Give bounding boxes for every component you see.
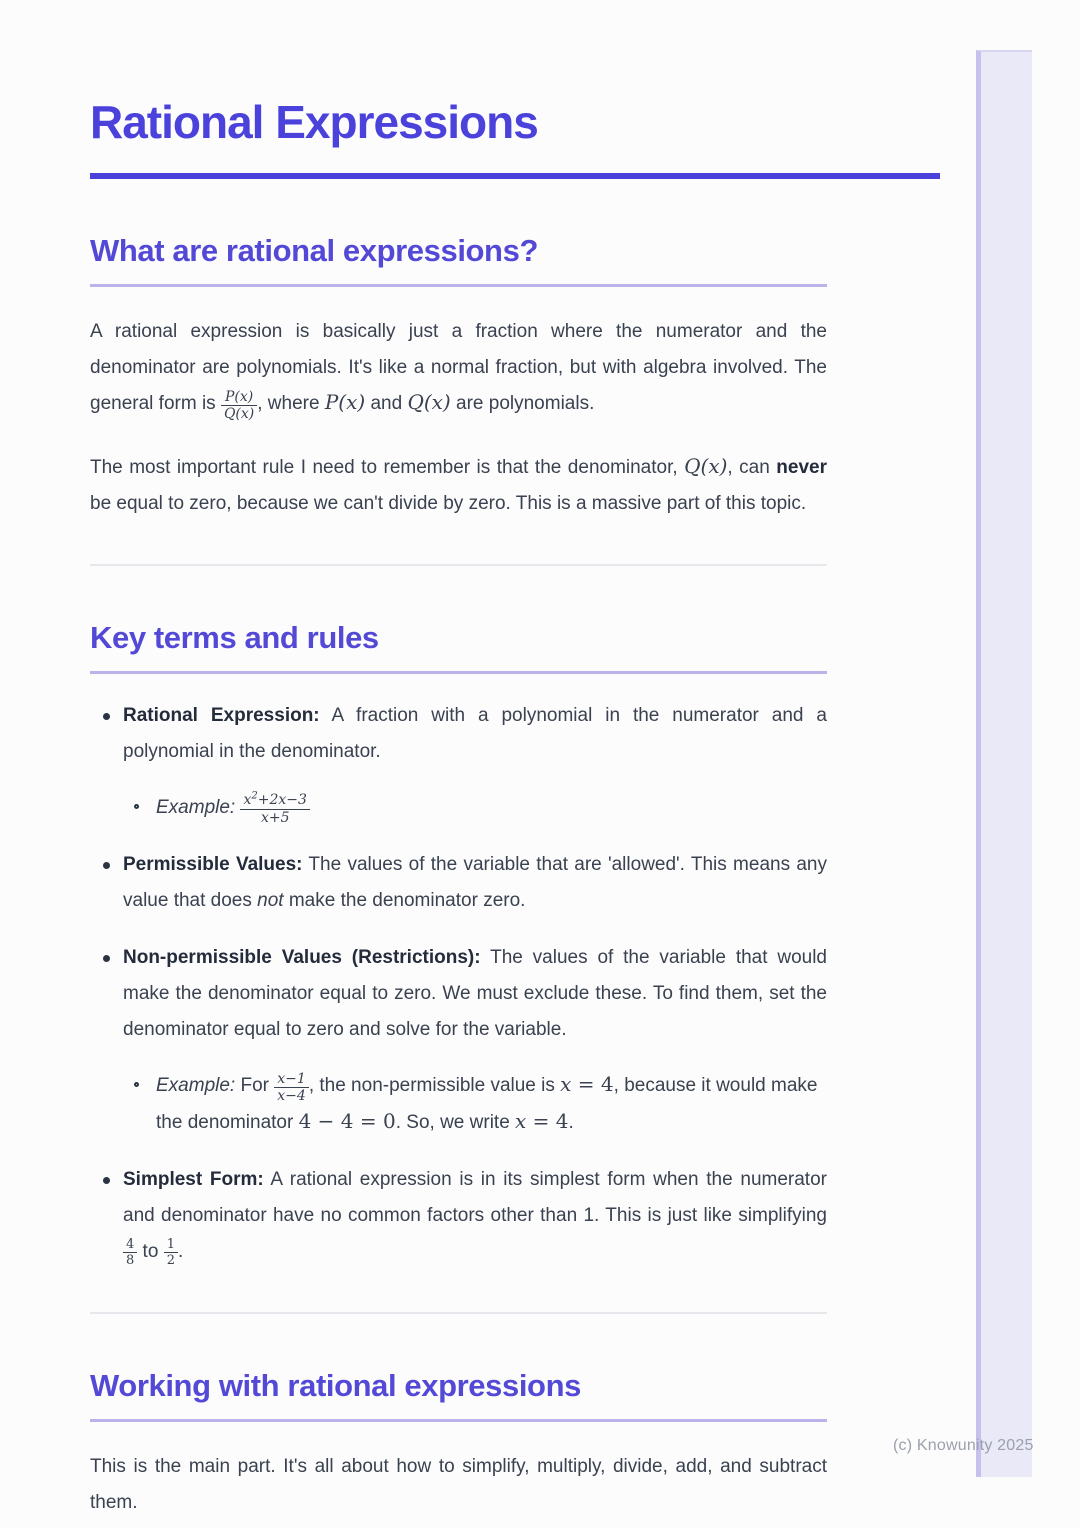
fraction-numerator: x−1 bbox=[277, 1070, 306, 1087]
page-edge-strip bbox=[976, 50, 1032, 1477]
text-run: . bbox=[177, 1240, 184, 1262]
text-run: , the non-permissible value is bbox=[308, 1075, 561, 1097]
math-inline-Qx: Q(x) bbox=[407, 390, 451, 414]
section-heading-key-terms-and-rules: Key terms and rules bbox=[90, 619, 379, 655]
text-run: are polynomials. bbox=[450, 393, 595, 414]
text-run: The most important rule I need to remember is that the denominator, bbox=[90, 456, 685, 478]
list-item-simplest-form bbox=[90, 1162, 827, 1270]
text-run: A rational expression is basically just a fraction where the numerator and the denominator are polynomials. It's like a normal fraction, but with algebra involved. The general form is bbox=[90, 321, 827, 414]
emphasis-never: never bbox=[776, 456, 827, 478]
sub-list-item-example-rational-expression bbox=[123, 790, 827, 827]
term-label: Simplest Form: bbox=[123, 1168, 264, 1190]
list-item-non-permissible-values bbox=[90, 940, 827, 1048]
fraction-denominator: 2 bbox=[164, 1252, 178, 1268]
bullet-dot-icon bbox=[103, 862, 110, 869]
text-run: . So, we write bbox=[395, 1111, 516, 1133]
section-underline bbox=[90, 284, 827, 287]
text-run: be equal to zero, because we can't divide by zero. This is a massive part of this topic. bbox=[90, 492, 807, 514]
section-heading-what-are-rational-expressions: What are rational expressions? bbox=[90, 233, 538, 268]
math-inline-x-equals-4: x = 4 bbox=[560, 1072, 614, 1097]
sub-list-item-example-non-permissible bbox=[123, 1068, 827, 1141]
fraction-numerator: P(x) bbox=[224, 388, 254, 405]
math-fraction-general-form bbox=[221, 389, 257, 423]
title-underline bbox=[90, 173, 940, 179]
section-underline bbox=[90, 671, 827, 674]
section-heading-working-with-rational-expressions: Working with rational expressions bbox=[90, 1367, 581, 1403]
math-inline-4-minus-4: 4 − 4 = 0 bbox=[298, 1108, 396, 1133]
math-fraction-example-1 bbox=[240, 792, 309, 826]
document-content bbox=[90, 0, 827, 1521]
term-label: Permissible Values: bbox=[123, 854, 303, 876]
term-label: Non-permissible Values (Restrictions): bbox=[123, 947, 481, 969]
math-inline-Qx: Q(x) bbox=[684, 453, 728, 478]
superscript-exponent: 2 bbox=[251, 790, 258, 802]
math-fraction-example-2 bbox=[274, 1071, 309, 1105]
fraction-denominator: 8 bbox=[123, 1252, 137, 1268]
text-run: A fraction with a polynomial in the numerator and a polynomial in the denominator. bbox=[123, 704, 827, 762]
fraction-denominator: x−4 bbox=[274, 1087, 309, 1105]
math-inline-Px: P(x) bbox=[324, 390, 366, 414]
bullet-dot-icon bbox=[103, 955, 110, 962]
bullet-dot-icon bbox=[103, 713, 110, 720]
text-run: The values of the variable that are 'allowed'. This means any value that does bbox=[123, 854, 827, 912]
fraction-numerator: $x^2+2x-3$ bbox=[243, 790, 307, 809]
text-run: , can bbox=[727, 456, 777, 478]
section-divider bbox=[90, 1312, 827, 1314]
text-run: to bbox=[137, 1240, 164, 1262]
fraction-denominator: x+5 bbox=[240, 809, 309, 827]
list-item-permissible-values bbox=[90, 847, 827, 919]
emphasis-not: not bbox=[257, 890, 284, 912]
math-fraction-4-8 bbox=[123, 1237, 137, 1269]
math-inline-x-equals-4: x = 4 bbox=[515, 1108, 569, 1133]
example-label: Example: bbox=[156, 1075, 241, 1097]
text-run: A rational expression is in its simplest form when the numerator and denominator have no common factors other than 1. This is just like simplifying bbox=[123, 1168, 827, 1226]
text-run: make the denominator zero. bbox=[283, 890, 526, 912]
text-run: , because it would make the denominator bbox=[156, 1075, 818, 1133]
working-paragraph-1: This is the main part. It's all about how to simplify, multiply, divide, add, and subtract them. bbox=[90, 1455, 827, 1513]
section-divider bbox=[90, 564, 827, 566]
math-fraction-1-2 bbox=[164, 1237, 178, 1269]
text-run: and bbox=[365, 393, 408, 414]
bullet-circle-icon bbox=[134, 804, 139, 809]
text-run: For bbox=[240, 1075, 275, 1097]
list-item-rational-expression bbox=[90, 698, 827, 770]
bullet-circle-icon bbox=[134, 1082, 139, 1087]
example-label: Example: bbox=[156, 796, 241, 818]
fraction-numerator: 4 bbox=[126, 1236, 135, 1252]
intro-paragraph-2 bbox=[90, 450, 827, 522]
text-run: . bbox=[568, 1111, 574, 1133]
page-title: Rational Expressions bbox=[90, 96, 538, 148]
term-label: Rational Expression: bbox=[123, 704, 320, 726]
section-underline bbox=[90, 1419, 827, 1422]
intro-paragraph-1 bbox=[90, 314, 827, 423]
copyright-watermark: (c) Knowunity 2025 bbox=[893, 1437, 1034, 1454]
fraction-denominator: Q(x) bbox=[221, 405, 257, 423]
text-run: , where bbox=[257, 393, 325, 414]
bullet-dot-icon bbox=[103, 1177, 110, 1184]
key-terms-list bbox=[90, 698, 827, 1270]
fraction-numerator: 1 bbox=[166, 1236, 175, 1252]
text-run: The values of the variable that would make the denominator equal to zero. We must exclude these. To find them, set the denominator equal to zero and solve for the variable. bbox=[123, 947, 828, 1041]
